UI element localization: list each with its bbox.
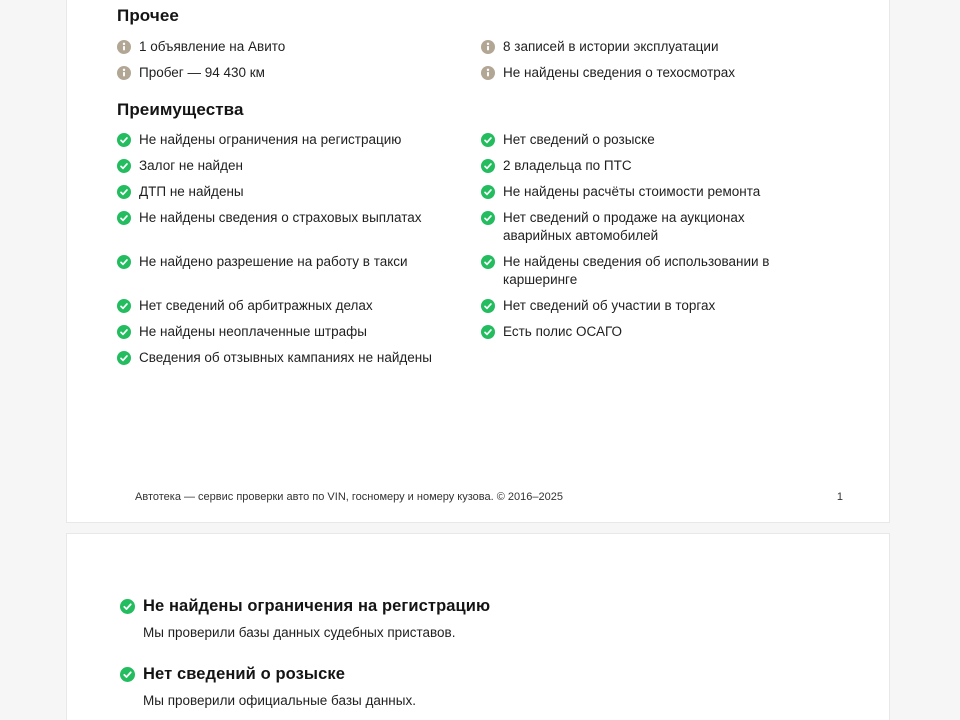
list-item <box>117 297 481 315</box>
detail-entry-description: Мы проверили базы данных судебных приставов. <box>143 625 456 640</box>
check-circle-icon <box>117 351 131 365</box>
list-item <box>481 157 839 175</box>
list-item <box>481 38 839 56</box>
check-circle-icon <box>117 159 131 173</box>
report-page-2 <box>66 533 890 720</box>
check-circle-icon <box>117 299 131 313</box>
list-item-text: Не найдено разрешение на работу в такси <box>139 254 408 269</box>
list-item-text: 1 объявление на Авито <box>139 39 286 54</box>
list-item <box>481 131 839 149</box>
list-item-text: Нет сведений о продаже на аукционах аварийных автомобилей <box>503 210 745 243</box>
list-item <box>481 209 839 245</box>
list-item-text: Есть полис ОСАГО <box>503 324 623 339</box>
info-circle-icon <box>481 66 495 80</box>
list-item-text: Сведения об отзывных кампаниях не найдены <box>139 350 432 365</box>
check-circle-icon <box>117 255 131 269</box>
section-title-misc: Прочее <box>117 6 179 25</box>
list-item-text: Пробег — 94 430 км <box>139 65 265 80</box>
detail-entry <box>120 596 839 642</box>
list-item-text: Не найдены неоплаченные штрафы <box>139 324 367 339</box>
list-item-text: Не найдены сведения об использовании в каршеринге <box>503 254 770 287</box>
list-item-text: Не найдены расчёты стоимости ремонта <box>503 184 761 199</box>
check-circle-icon <box>481 325 495 339</box>
list-item <box>117 157 481 175</box>
check-circle-icon <box>481 133 495 147</box>
check-circle-icon <box>481 185 495 199</box>
check-circle-icon <box>481 159 495 173</box>
info-circle-icon <box>117 66 131 80</box>
list-item-text: Не найдены сведения о техосмотрах <box>503 65 736 80</box>
list-item-text: Залог не найден <box>139 158 243 173</box>
detail-entry-header <box>120 664 839 684</box>
check-circle-icon <box>481 299 495 313</box>
check-circle-icon <box>120 667 135 682</box>
list-item <box>117 131 481 149</box>
info-circle-icon <box>481 40 495 54</box>
list-item-text: Нет сведений об участии в торгах <box>503 298 716 313</box>
list-item <box>481 323 839 341</box>
page-number: 1 <box>836 491 843 503</box>
detail-entry-description: Мы проверили официальные базы данных. <box>143 693 416 708</box>
list-item <box>481 297 839 315</box>
list-item-text: Нет сведений о розыске <box>503 132 655 147</box>
list-item <box>481 64 839 82</box>
list-item <box>481 253 839 289</box>
advantages-list <box>117 131 839 367</box>
list-item <box>117 349 481 367</box>
list-item-text: 8 записей в истории эксплуатации <box>503 39 719 54</box>
list-item-text: Нет сведений об арбитражных делах <box>139 298 373 313</box>
list-item <box>117 253 481 289</box>
check-circle-icon <box>481 255 495 269</box>
check-circle-icon <box>120 599 135 614</box>
list-item <box>117 209 481 245</box>
section-title-advantages: Преимущества <box>117 100 244 119</box>
list-item-text: 2 владельца по ПТС <box>503 158 632 173</box>
list-item-text: Не найдены сведения о страховых выплатах <box>139 210 422 225</box>
check-circle-icon <box>481 211 495 225</box>
list-item <box>117 38 481 56</box>
info-circle-icon <box>117 40 131 54</box>
list-item <box>117 64 481 82</box>
check-circle-icon <box>117 133 131 147</box>
list-item-empty <box>481 349 839 367</box>
list-item <box>481 183 839 201</box>
detail-entry-title: Нет сведений о розыске <box>143 665 346 683</box>
check-circle-icon <box>117 211 131 225</box>
detail-entry-header <box>120 596 839 616</box>
check-circle-icon <box>117 185 131 199</box>
detail-entry-title: Не найдены ограничения на регистрацию <box>143 597 491 615</box>
list-item-text: ДТП не найдены <box>139 184 244 199</box>
list-item-text: Не найдены ограничения на регистрацию <box>139 132 402 147</box>
detail-entry <box>120 664 839 710</box>
list-item <box>117 323 481 341</box>
check-circle-icon <box>117 325 131 339</box>
list-item <box>117 183 481 201</box>
footer-text: Автотека — сервис проверки авто по VIN, госномеру и номеру кузова. © 2016–2025 <box>135 491 563 503</box>
report-page-1 <box>66 0 890 523</box>
page-footer <box>135 491 843 504</box>
misc-list <box>117 38 839 82</box>
